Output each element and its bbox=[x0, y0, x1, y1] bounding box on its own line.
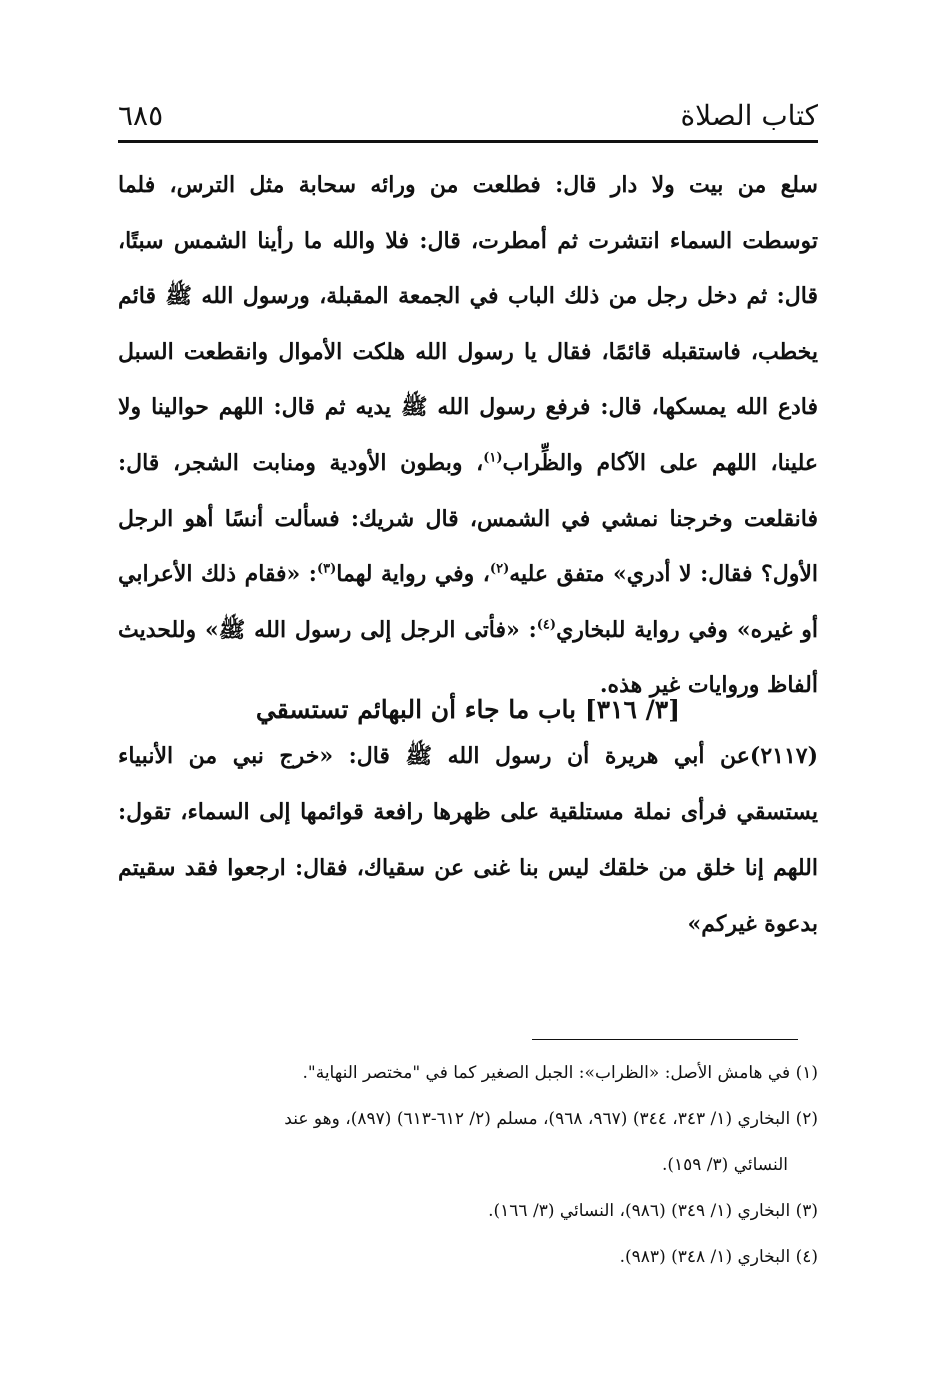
footnote-2: (٢) البخاري (١/ ٣٤٣، ٣٤٤) (٩٦٧، ٩٦٨)، مسلم (٢/ ٦١٢-٦١٣) (٨٩٧)، وهو عند bbox=[284, 1109, 818, 1129]
page-header bbox=[118, 86, 818, 136]
paragraph-segment: : «فأتى الرجل إلى رسول الله ﷺ» وللحديث ألفاظ وروايات غير هذه. bbox=[118, 616, 818, 699]
main-text bbox=[118, 158, 818, 714]
footnote-ref-2: (٢) bbox=[489, 561, 510, 577]
paragraph-segment: : «فقام ذلك الأعرابي أو غيره» وفي رواية للبخاري bbox=[118, 561, 818, 643]
paragraph-segment: ، وفي رواية لهما bbox=[336, 561, 490, 588]
footnote-1: (١) في هامش الأصل: «الظراب»: الجبل الصغير كما في "مختصر النهاية". bbox=[302, 1063, 818, 1083]
footnote-divider bbox=[532, 1039, 798, 1040]
footnote-ref-4: (٤) bbox=[536, 617, 557, 633]
paragraph-segment: ، وبطون الأودية ومنابت الشجر، قال: فانقلعت وخرجنا نمشي في الشمس، قال شريك: فسألت أنسًا أهو الرجل الأول؟ فقال: لا أدري» متفق عليه bbox=[118, 449, 818, 588]
footnote-ref-1: (١) bbox=[483, 450, 503, 466]
paragraph-1 bbox=[118, 158, 818, 714]
paragraph-segment: سلع من بيت ولا دار قال: فطلعت من ورائه سحابة مثل الترس، فلما توسطت السماء انتشرت ثم أمطرت، قال: فلا والله ما رأينا الشمس سبتًا، قال: ثم دخل رجل من ذلك الباب في الجمعة المقبلة، ورسول الله ﷺ قائم يخطب، فاستقبله قائمًا، فقال يا رسول الله هلكت الأموال وانقطعت السبل فادع الله يمسكها، قال: فرفع رسول الله ﷺ يديه ثم قال: اللهم حوالينا ولا علينا، اللهم على الآكام والظِّراب bbox=[118, 172, 818, 476]
footnote-4: (٤) البخاري (١/ ٣٤٨) (٩٨٣). bbox=[619, 1247, 818, 1267]
section-title: [٣/ ٣١٦] باب ما جاء أن البهائم تستسقي bbox=[255, 695, 681, 724]
footnote-3: (٣) البخاري (١/ ٣٤٩) (٩٨٦)، النسائي (٣/ ١٦٦). bbox=[488, 1201, 818, 1221]
footnotes bbox=[118, 1050, 818, 1280]
footnote-ref-3: (٣) bbox=[316, 561, 337, 577]
book-title: كتاب الصلاة bbox=[680, 99, 818, 132]
footnote-2-continuation: النسائي (٣/ ١٥٩). bbox=[661, 1155, 788, 1175]
hadith-text: (٢١١٧)عن أبي هريرة أن رسول الله ﷺ قال: «خرج نبي من الأنبياء يستسقي فرأى نملة مستلقية على ظهرها رافعة قوائمها إلى السماء، تقول: اللهم إنا خلق من خلقك ليس بنا غنى عن سقياك، فقال: ارجعوا فقد سقيتم بدعوة غيركم» bbox=[118, 743, 818, 937]
page-number: ٦٨٥ bbox=[118, 99, 164, 132]
header-rule bbox=[118, 140, 818, 143]
